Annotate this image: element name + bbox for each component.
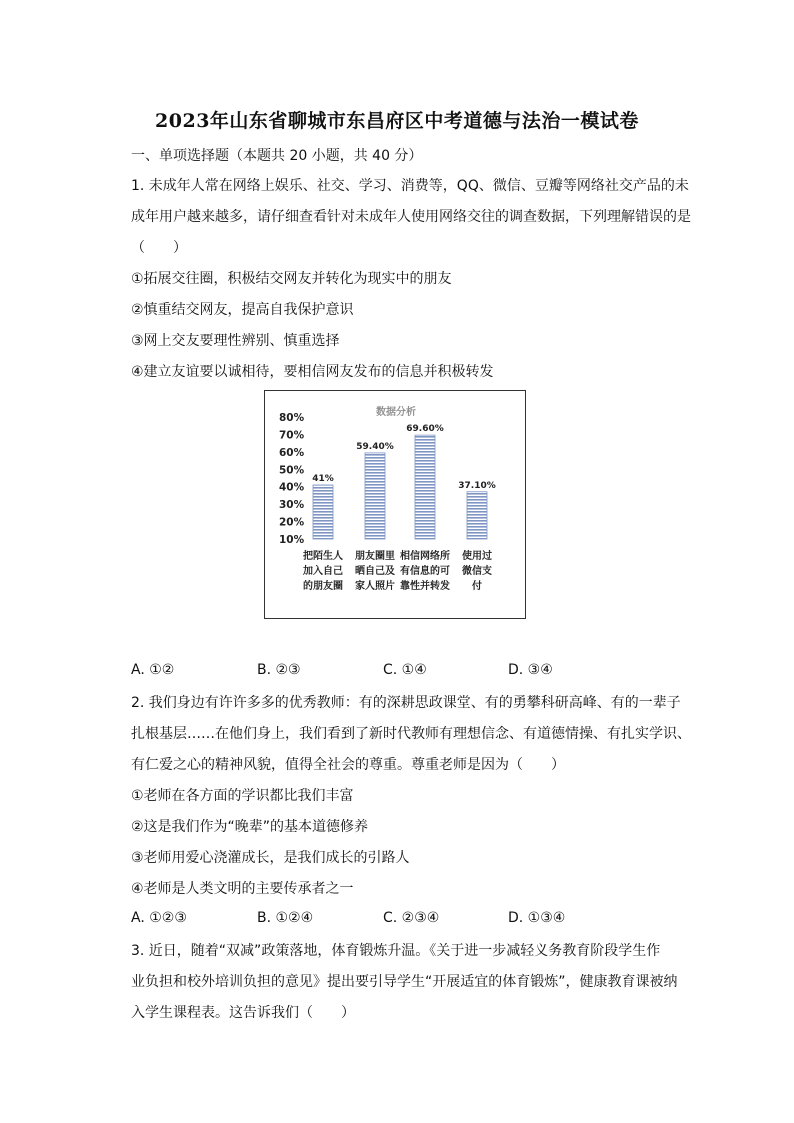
data-label: 69.60% [406, 424, 444, 435]
q3-stem-line: 入学生课程表。这告诉我们（ ） [131, 1005, 355, 1021]
page-title: 2023年山东省聊城市东昌府区中考道德与法治一模试卷 [155, 110, 639, 132]
q2-stem-line: 有仁爱之心的精神风貌，值得全社会的尊重。尊重老师是因为（ ） [131, 757, 565, 773]
y-tick-label: 20% [279, 516, 305, 529]
y-tick-label: 60% [279, 446, 305, 459]
q2-statement: ④老师是人类文明的主要传承者之一 [131, 881, 354, 897]
category-label: 付 [472, 581, 482, 592]
option-d[interactable]: D. ①③④ [508, 910, 566, 926]
category-label: 有信息的可 [400, 566, 450, 577]
option-b[interactable]: B. ②③ [257, 662, 301, 678]
category-label: 使用过 [462, 551, 492, 562]
option-c[interactable]: C. ①④ [383, 662, 427, 678]
option-a[interactable]: A. ①②③ [131, 910, 187, 926]
q3-stem-line: 业负担和校外培训负担的意见》提出要引导学生“开展适宜的体育锻炼”，健康教育课被纳 [131, 974, 678, 990]
q2-statement: ②这是我们作为“晚辈”的基本道德修养 [131, 819, 369, 835]
y-tick-label: 80% [279, 412, 305, 424]
data-label: 37.10% [458, 480, 496, 491]
category-label: 家人照片 [355, 581, 395, 592]
q2-statement: ①老师在各方面的学识都比我们丰富 [131, 788, 354, 804]
q1-stem-line: 成年用户越来越多，请仔细查看针对未成年人使用网络交往的调查数据，下列理解错误的是 [131, 209, 691, 225]
category-label: 相信网络所 [400, 551, 450, 562]
y-tick-label: 40% [279, 481, 305, 494]
y-tick-label: 50% [279, 464, 305, 477]
section-heading: 一、单项选择题（本题共 20 小题，共 40 分） [131, 148, 423, 164]
category-label: 把陌生人 [303, 551, 343, 562]
survey-chart [264, 390, 526, 619]
q1-statement: ③网上交友要理性辨别、慎重选择 [131, 333, 340, 349]
q1-statement: ④建立友谊要以诚相待，要相信网友发布的信息并积极转发 [131, 364, 494, 380]
option-b[interactable]: B. ①②④ [257, 910, 314, 926]
q1-stem-line: 1. 未成年人常在网络上娱乐、社交、学习、消费等，QQ、微信、豆瓣等网络社交产品的未 [131, 178, 689, 194]
y-tick-label: 30% [279, 499, 305, 512]
y-tick-label: 70% [279, 429, 305, 442]
q2-stem-line: 扎根基层……在他们身上，我们看到了新时代教师有理想信念、有道德情操、有扎实学识、 [131, 726, 691, 742]
q3-stem-line: 3. 近日，随着“双减”政策落地，体育锻炼升温。《关于进一步减轻义务教育阶段学生作 [131, 943, 661, 959]
chart-title: 数据分析 [376, 407, 416, 418]
data-label: 59.40% [356, 441, 394, 452]
option-a[interactable]: A. ①② [131, 662, 175, 678]
bar [313, 485, 333, 539]
bar [467, 492, 487, 539]
q2-stem-line: 2. 我们身边有许许多多的优秀教师：有的深耕思政课堂、有的勇攀科研高峰、有的一辈子 [131, 695, 681, 711]
category-label: 微信支 [462, 566, 492, 577]
option-c[interactable]: C. ②③④ [383, 910, 440, 926]
option-d[interactable]: D. ③④ [508, 662, 553, 678]
category-label: 的朋友圈 [303, 581, 343, 592]
q2-statement: ③老师用爱心浇灌成长，是我们成长的引路人 [131, 850, 410, 866]
bar [365, 453, 385, 539]
category-label: 加入自己 [303, 566, 343, 577]
q1-stem-line: （ ） [131, 240, 187, 256]
category-label: 靠性并转发 [400, 581, 450, 592]
q1-statement: ②慎重结交网友，提高自我保护意识 [131, 302, 354, 318]
category-label: 朋友圈里 [355, 551, 395, 562]
q1-statement: ①拓展交往圈，积极结交网友并转化为现实中的朋友 [131, 271, 452, 287]
bar-chart [265, 391, 525, 618]
y-tick-label: 10% [279, 534, 305, 546]
category-label: 晒自己及 [355, 566, 395, 577]
bar [415, 435, 435, 539]
q2-options [131, 910, 671, 930]
q1-options [131, 662, 671, 682]
data-label: 41% [312, 473, 334, 484]
